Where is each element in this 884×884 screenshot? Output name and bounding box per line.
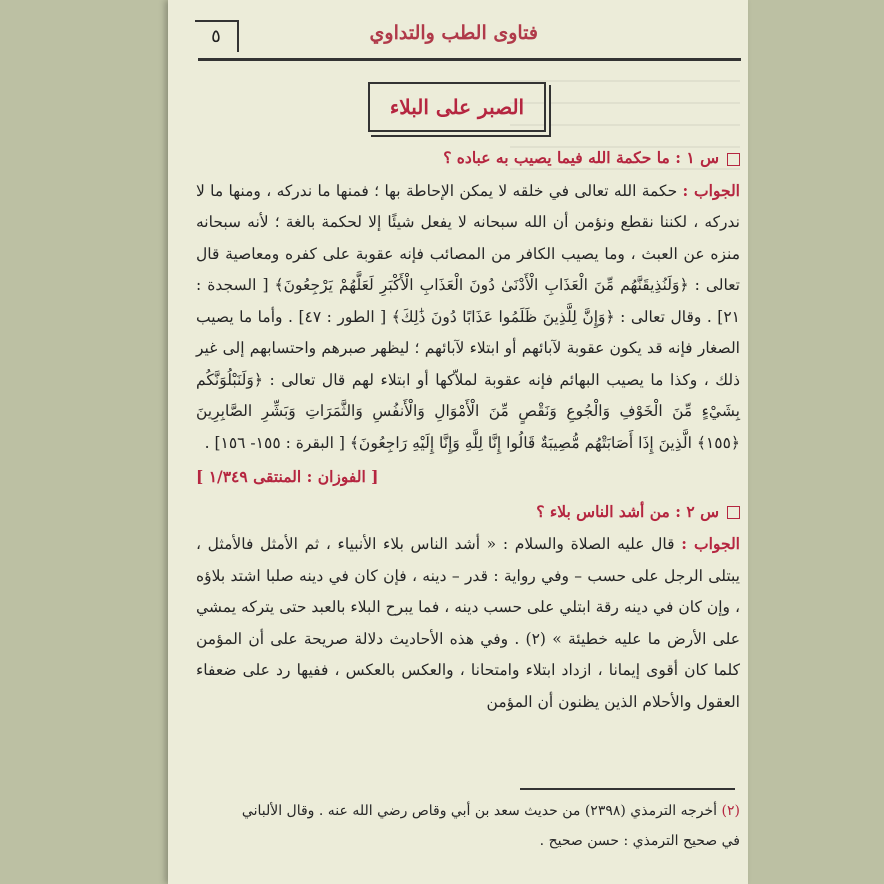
footnote-text: في صحيح الترمذي : حسن صحيح .	[539, 833, 740, 849]
answer-1-line: الْخَوْفِ وَالْجُوعِ وَنَقْصٍ مِّنَ الْأَمْوَالِ وَالْأَنفُسِ وَالثَّمَرَاتِ وَبَشِّرِ الصَّابِرِينَ ﴿١٥٥﴾ الَّذِينَ	[196, 402, 740, 452]
section-title: الصبر على البلاء	[368, 82, 546, 132]
answer-1	[196, 175, 740, 460]
answer-2-line: دلالة صريحة على أن المؤمن كلما كان أقوى إيمانا ، ازداد ابتلاء وامتحانا ،	[196, 629, 740, 679]
answer-1-line: عقوبة على كفره ومعاصية قال تعالى : ﴿وَلَنُذِيقَنَّهُم مِّنَ الْعَذَابِ الْأَدْنَىٰ دُونَ	[196, 244, 740, 294]
answer-1-line: إِذَا أَصَابَتْهُم مُّصِيبَةٌ قَالُوا إِنَّا لِلَّهِ وَإِنَّا إِلَيْهِ رَاجِعُونَ﴾ [ البقرة : ١٥٥- ١٥٦] .	[204, 433, 654, 452]
answer-1-line: لآبائهم أو ابتلاء لآبائهم ؛ ليظهر صبرهم واحتسابهم إلى غير ذلك ، وكذا ما	[196, 339, 740, 389]
answer-2-line: قال عليه الصلاة والسلام : « أشد الناس بلاء الأنبياء ، ثم الأمثل	[260, 535, 675, 553]
header-rule	[198, 58, 741, 61]
answer-2-line: صلبا اشتد بلاؤه ، وإن كان في دينه رقة ابتلي على حسب دينه ، فما يبرح البلاء	[196, 566, 740, 616]
answer-1-line: لحكمة بالغة ؛ لأنه سبحانه منزه عن العبث ، وما يصيب الكافر من المصائب فإنه	[196, 213, 740, 263]
footnote-rule	[520, 788, 735, 790]
page-number: ٥	[195, 20, 239, 52]
question-2	[196, 496, 740, 529]
answer-2-line: بالعبد حتى يتركه يمشي على الأرض ما عليه خطيئة » (٢) . وفي هذه الأحاديث	[196, 598, 740, 648]
page-header	[195, 12, 538, 58]
answer-2-line: فالأمثل ، يبتلى الرجل على حسب – وفي رواية : قدر – دينه ، فإن كان في دينه	[196, 535, 740, 585]
answer-2	[196, 528, 740, 718]
main-text	[196, 140, 740, 718]
answer-1-line: ظَلَمُوا عَذَابًا دُونَ ذَٰلِكَ﴾ [ الطور : ٤٧] . وأما ما يصيب الصغار فإنه قد يكون عقوبة	[196, 307, 740, 357]
footnote-text: أخرجه الترمذي (٢٣٩٨) من حديث سعد بن أبي وقاص رضي الله عنه . وقال الألباني	[241, 803, 718, 819]
running-title: فتاوى الطب والتداوي	[369, 22, 538, 44]
answer-1-line: ندركه ، ومنها ما لا ندركه ، لكننا نقطع ونؤمن أن الله سبحانه لا يفعل شيئًا إلا	[196, 181, 740, 231]
square-bullet-icon	[727, 153, 740, 166]
answer-1-line: يصيب البهائم فإنه عقوبة لملاّكها أو ابتلاء لهم قال تعالى : ﴿وَلَنَبْلُوَنَّكُم بِشَيْءٍ مِّنَ	[196, 370, 740, 420]
footnote-line	[196, 796, 740, 826]
answer-2-label: الجواب :	[681, 534, 740, 553]
answer-1-line: الْعَذَابِ الْأَكْبَرِ لَعَلَّهُمْ يَرْجِعُونَ﴾ [ السجدة : ٢١] . وقال تعالى : ﴿وَإِنَّ لِلَّذِينَ	[196, 276, 740, 326]
answer-2-line: والعكس بالعكس ، ففيها رد على ضعفاء العقول والأحلام الذين يظنون أن المؤمن	[196, 661, 740, 711]
footnote-number: (٢)	[721, 803, 740, 819]
answer-1-label: الجواب :	[682, 180, 740, 200]
fatwa-reference: [ الفوزان : المنتقى ١/٣٤٩ ]	[196, 467, 379, 486]
question-1-text: س ١ : ما حكمة الله فيما يصيب به عباده ؟	[443, 148, 719, 167]
answer-1-line: حكمة الله تعالى في خلقه لا يمكن الإحاطة بها ؛ فمنها ما	[317, 181, 678, 200]
footnote	[196, 796, 740, 856]
square-bullet-icon	[727, 506, 740, 519]
question-1	[196, 142, 740, 175]
question-2-text: س ٢ : من أشد الناس بلاء ؟	[536, 501, 719, 521]
